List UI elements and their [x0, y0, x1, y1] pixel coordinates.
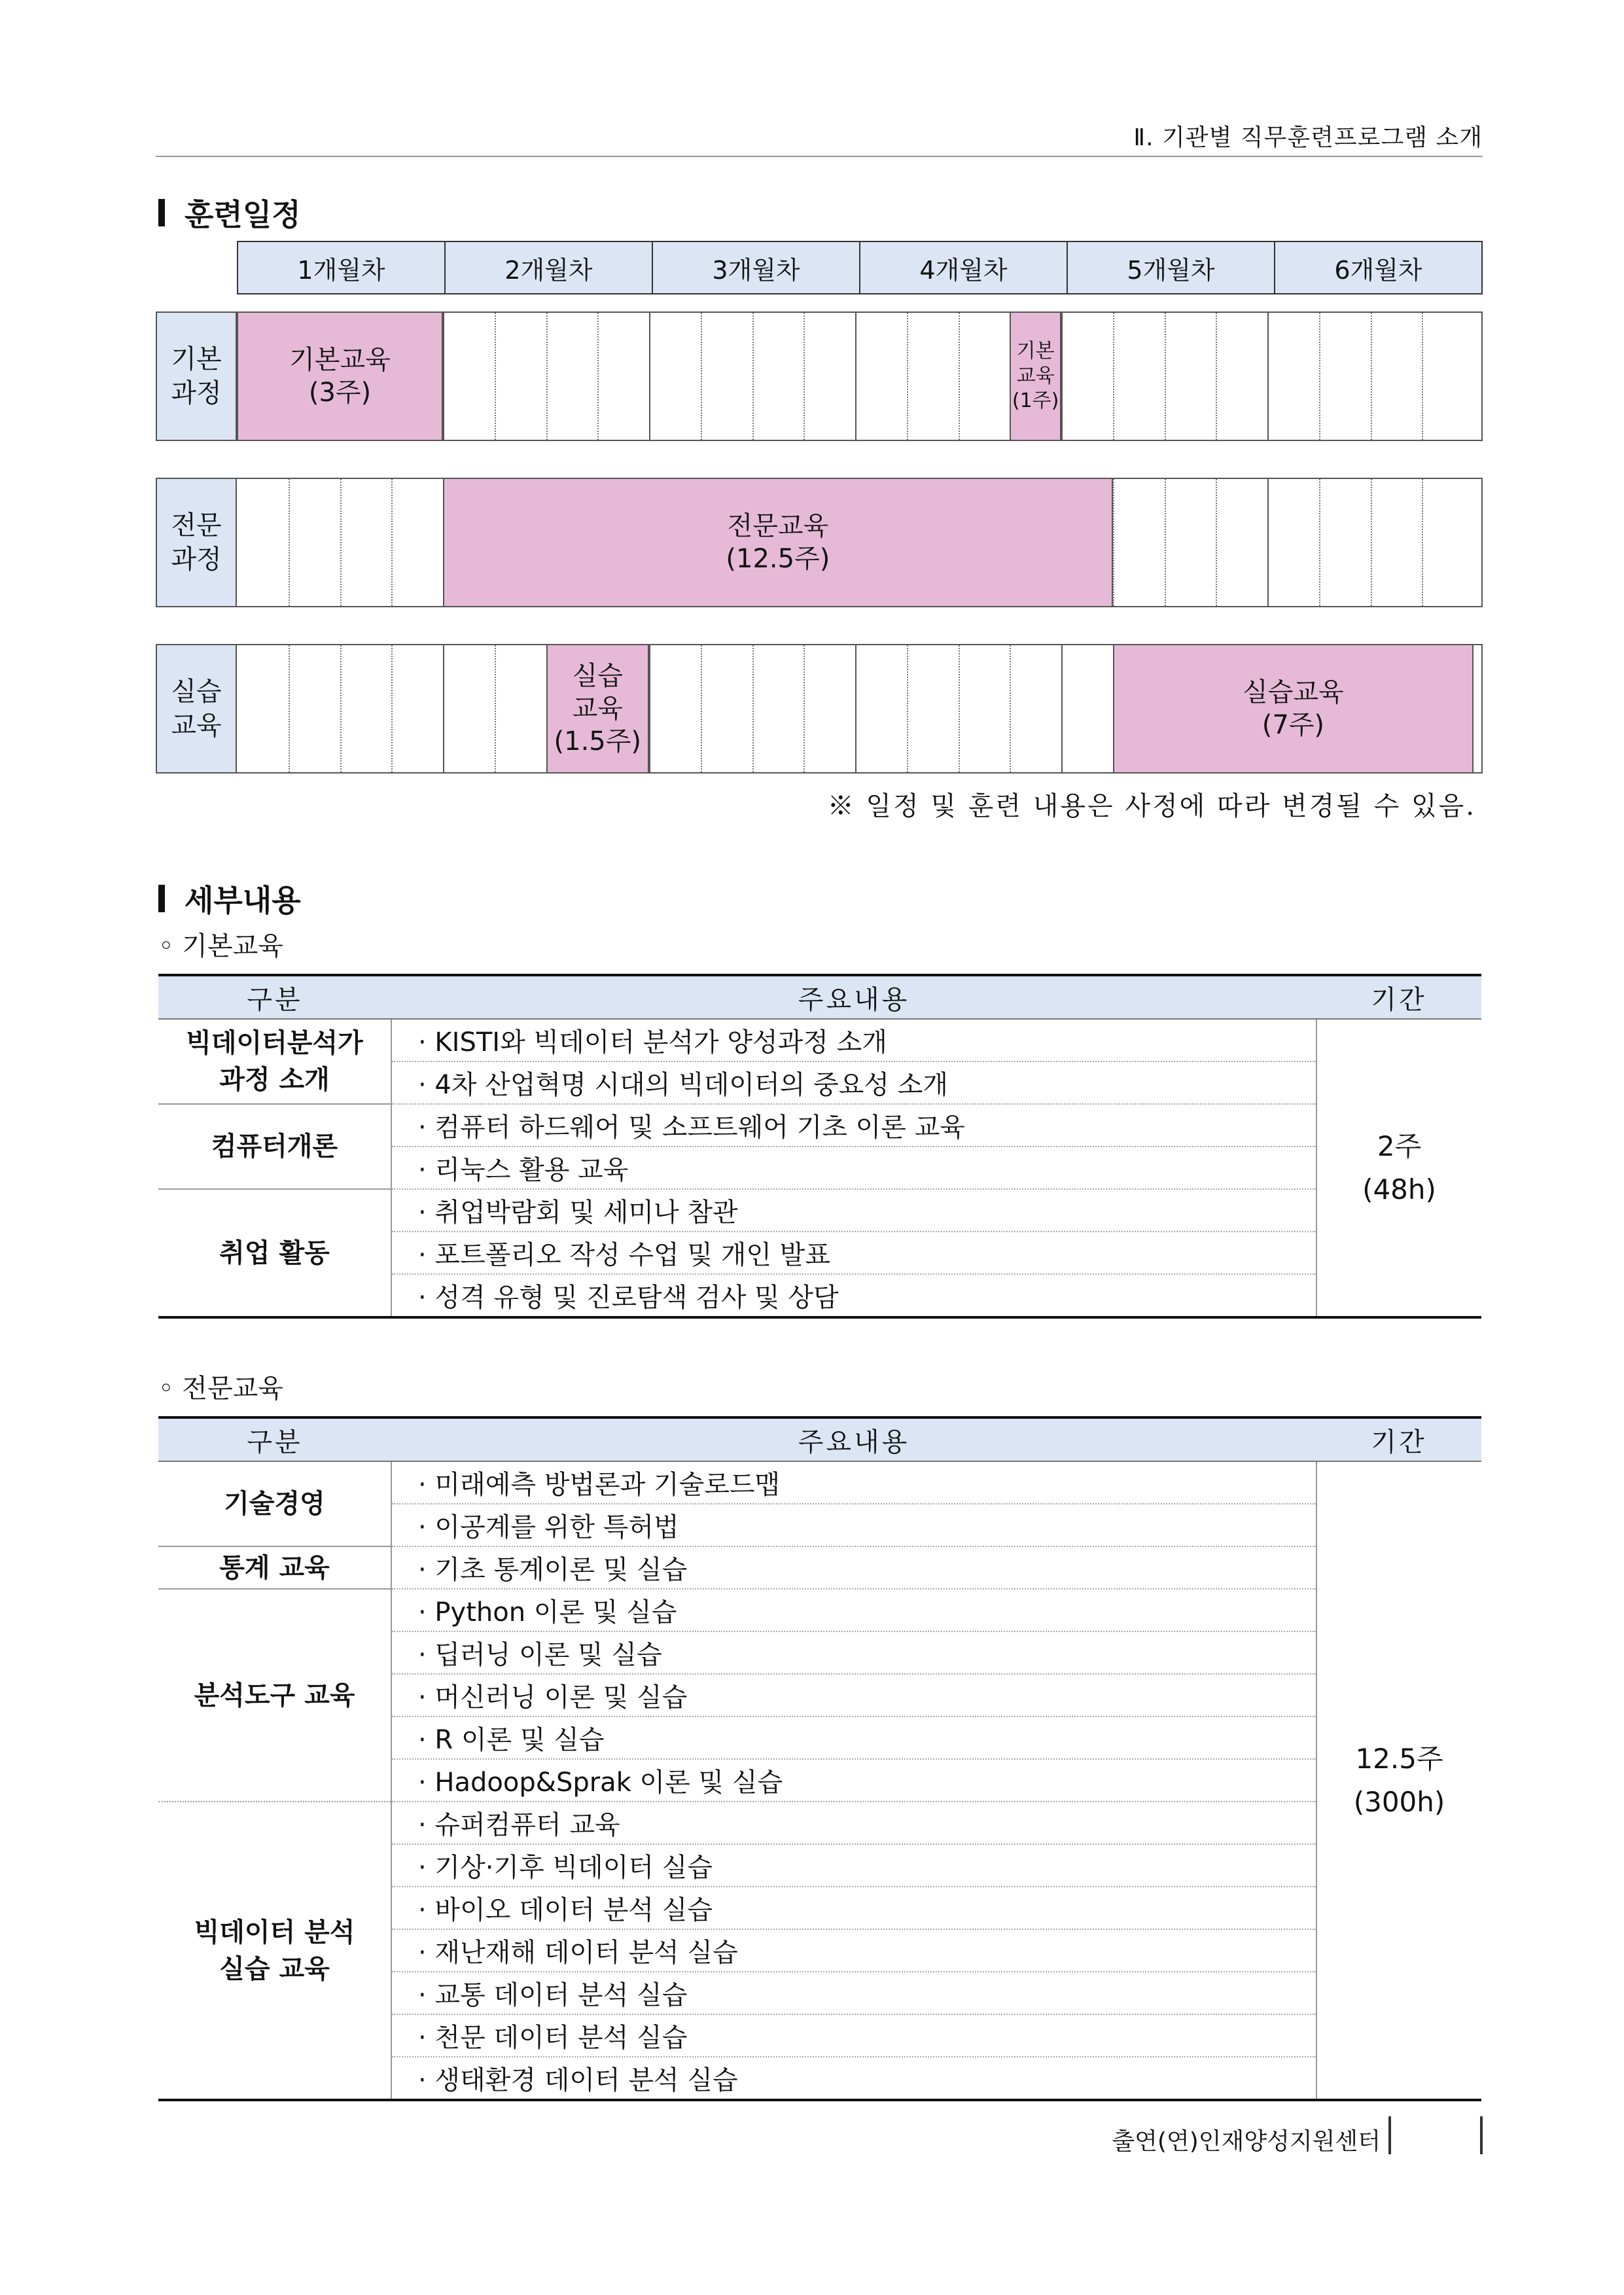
content-item: · 포트폴리오 작성 수업 및 개인 발표 [391, 1232, 1316, 1274]
month-divider [855, 645, 856, 772]
week-divider [959, 645, 960, 772]
week-divider [1371, 479, 1372, 606]
schedule-row-label: 기본 과정 [157, 313, 237, 440]
content-item: · R 이론 및 실습 [391, 1717, 1316, 1759]
week-divider [701, 313, 702, 440]
week-divider [546, 313, 548, 440]
duration-cell: 2주 (48h) [1316, 1019, 1481, 1317]
week-divider [1113, 479, 1114, 606]
schedule-grid [237, 313, 1481, 440]
content-item: · 성격 유형 및 진로탐색 검사 및 상담 [391, 1274, 1316, 1317]
week-divider [752, 645, 754, 772]
table-row [158, 1189, 1481, 1232]
week-divider [289, 479, 290, 606]
week-divider [340, 479, 342, 606]
schedule-block: 기본교육 (3주) [237, 313, 443, 440]
basic-education-table [158, 974, 1481, 1319]
month-label: 5개월차 [1127, 255, 1215, 285]
title-bar-icon [158, 199, 165, 226]
category-cell: 통계 교육 [158, 1546, 391, 1589]
content-item: · 머신러닝 이론 및 실습 [391, 1674, 1316, 1717]
schedule-block: 실습 교육 (1.5주) [546, 645, 650, 772]
month-divider [1061, 645, 1063, 772]
header-category: 구분 [158, 975, 391, 1019]
schedule-row-advanced [156, 478, 1483, 607]
month-cell [1068, 242, 1275, 293]
duration-cell: 12.5주 (300h) [1316, 1461, 1481, 2100]
week-divider [701, 645, 702, 772]
details-section-title [158, 877, 301, 920]
category-cell: 컴퓨터개론 [158, 1104, 391, 1189]
table-row [158, 1104, 1481, 1147]
content-item: · 4차 산업혁명 시대의 빅데이터의 중요성 소개 [391, 1061, 1316, 1104]
content-item: · 이공계를 위한 특허법 [391, 1504, 1316, 1546]
details-title-text: 세부내용 [185, 883, 301, 918]
basic-subtitle: ◦ 기본교육 [158, 931, 283, 961]
content-item: · 딥러닝 이론 및 실습 [391, 1631, 1316, 1674]
week-divider [803, 313, 805, 440]
header-content: 주요내용 [391, 1417, 1316, 1461]
header-duration: 기간 [1316, 975, 1481, 1019]
schedule-row-practice [156, 644, 1483, 774]
month-divider [1267, 479, 1269, 606]
schedule-grid [237, 479, 1481, 606]
table-row [158, 1019, 1481, 1061]
table-row [158, 1546, 1481, 1589]
category-cell: 기술경영 [158, 1461, 391, 1546]
content-item: · 컴퓨터 하드웨어 및 소프트웨어 기초 이론 교육 [391, 1104, 1316, 1147]
footer-divider [1388, 2116, 1391, 2154]
month-divider [649, 645, 650, 772]
week-divider [1319, 479, 1320, 606]
week-divider [1319, 313, 1320, 440]
week-divider [959, 313, 960, 440]
content-item: · 천문 데이터 분석 실습 [391, 2014, 1316, 2057]
week-divider [1422, 313, 1423, 440]
content-item: · KISTI와 빅데이터 분석가 양성과정 소개 [391, 1019, 1316, 1061]
month-divider [1267, 313, 1269, 440]
month-label: 2개월차 [504, 255, 593, 285]
schedule-block: 실습교육 (7주) [1113, 645, 1474, 772]
month-cell [860, 242, 1068, 293]
advanced-education-table [158, 1416, 1481, 2101]
month-cell [653, 242, 860, 293]
content-item: · 슈퍼컴퓨터 교육 [391, 1802, 1316, 1844]
week-divider [752, 313, 754, 440]
content-item: · 취업박람회 및 세미나 참관 [391, 1189, 1316, 1232]
category-cell: 빅데이터 분석 실습 교육 [158, 1802, 391, 2100]
schedule-section-title [158, 191, 301, 234]
schedule-title-text: 훈련일정 [185, 197, 301, 232]
header-text: Ⅱ. 기관별 직무훈련프로그램 소개 [1133, 124, 1483, 151]
month-label: 1개월차 [297, 255, 385, 285]
week-divider [1165, 479, 1166, 606]
month-cell [238, 242, 446, 293]
month-label: 6개월차 [1334, 255, 1422, 285]
schedule-row-label: 전문 과정 [157, 479, 237, 606]
month-divider [1061, 313, 1063, 440]
schedule-row-basic [156, 311, 1483, 441]
week-divider [803, 645, 805, 772]
month-cell [446, 242, 653, 293]
header-category: 구분 [158, 1417, 391, 1461]
month-header-row [237, 241, 1483, 294]
page-header [156, 116, 1483, 157]
week-divider [597, 313, 599, 440]
month-label: 3개월차 [712, 255, 800, 285]
week-divider [340, 645, 342, 772]
footer-divider [1480, 2116, 1483, 2154]
week-divider [1216, 313, 1217, 440]
week-divider [1010, 645, 1011, 772]
week-divider [1371, 313, 1372, 440]
content-item: · 리눅스 활용 교육 [391, 1147, 1316, 1189]
month-label: 4개월차 [919, 255, 1008, 285]
table-row [158, 1461, 1481, 1504]
content-item: · 바이오 데이터 분석 실습 [391, 1887, 1316, 1929]
schedule-grid [237, 645, 1481, 772]
advanced-subtitle: ◦ 전문교육 [158, 1374, 283, 1404]
content-item: · 교통 데이터 분석 실습 [391, 1972, 1316, 2014]
schedule-block: 전문교육 (12.5주) [443, 479, 1113, 606]
category-cell: 분석도구 교육 [158, 1589, 391, 1802]
month-divider [443, 313, 444, 440]
content-item: · 생태환경 데이터 분석 실습 [391, 2057, 1316, 2100]
month-divider [649, 313, 650, 440]
content-item: · Python 이론 및 실습 [391, 1589, 1316, 1631]
week-divider [1113, 313, 1114, 440]
month-divider [443, 645, 444, 772]
week-divider [289, 645, 290, 772]
table-row [158, 1589, 1481, 1631]
content-item: · 기상·기후 빅데이터 실습 [391, 1844, 1316, 1887]
week-divider [391, 645, 393, 772]
week-divider [391, 479, 393, 606]
category-cell: 빅데이터분석가 과정 소개 [158, 1019, 391, 1104]
header-duration: 기간 [1316, 1417, 1481, 1461]
month-cell [1275, 242, 1481, 293]
content-item: · 재난재해 데이터 분석 실습 [391, 1929, 1316, 1972]
week-divider [907, 645, 908, 772]
week-divider [1422, 479, 1423, 606]
schedule-row-label: 실습 교육 [157, 645, 237, 772]
category-cell: 취업 활동 [158, 1189, 391, 1317]
week-divider [495, 645, 496, 772]
title-bar-icon [158, 885, 165, 912]
week-divider [1165, 313, 1166, 440]
week-divider [495, 313, 496, 440]
content-item: · 미래예측 방법론과 기술로드맵 [391, 1461, 1316, 1504]
table-row [158, 1802, 1481, 1844]
week-divider [1216, 479, 1217, 606]
footer-text: 출연(연)인재양성지원센터 [1112, 2128, 1381, 2155]
week-divider [907, 313, 908, 440]
content-item: · Hadoop&Sprak 이론 및 실습 [391, 1759, 1316, 1802]
schedule-block: 기본 교육 (1주) [1010, 313, 1061, 440]
header-content: 주요내용 [391, 975, 1316, 1019]
month-divider [855, 313, 856, 440]
schedule-note: ※ 일정 및 훈련 내용은 사정에 따라 변경될 수 있음. [827, 791, 1476, 821]
content-item: · 기초 통계이론 및 실습 [391, 1546, 1316, 1589]
